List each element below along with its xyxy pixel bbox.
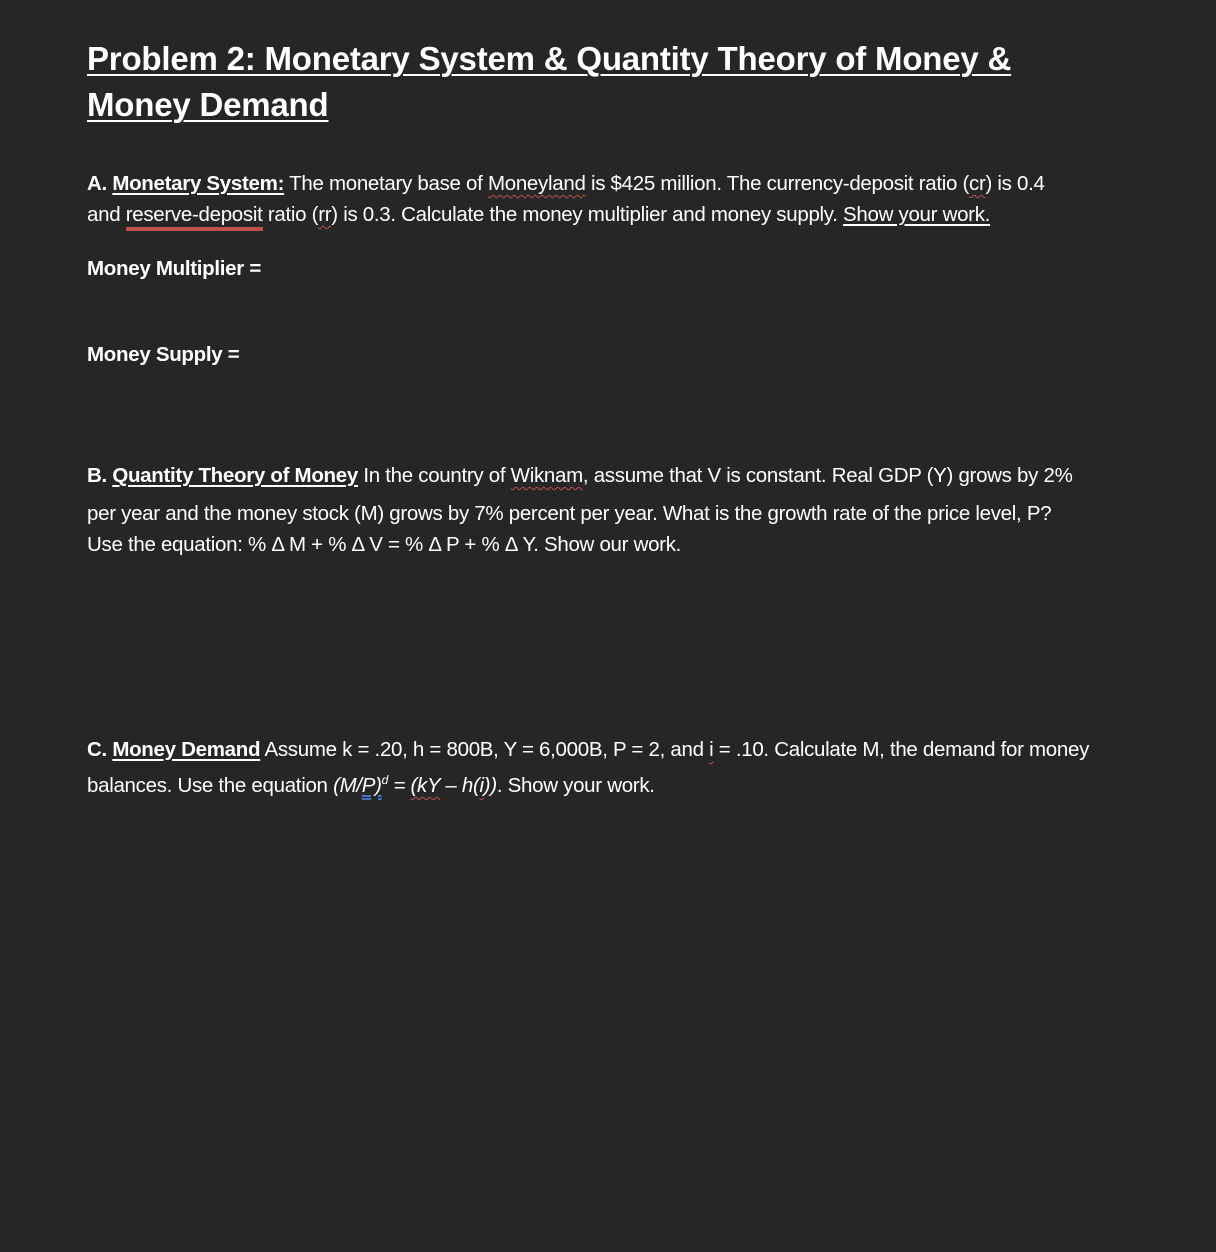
show-work-text: Show your work. xyxy=(843,203,991,226)
section-b-text-1: In the country of xyxy=(357,464,511,487)
money-multiplier-label: Money Multiplier = xyxy=(87,257,261,280)
equation-superscript-d: d xyxy=(381,773,389,787)
money-demand-equation xyxy=(333,774,497,797)
section-c-text-4: . Show your work. xyxy=(496,773,655,797)
title-line-1: Problem 2: Monetary System & Quantity Theory of Money & xyxy=(87,40,1012,77)
section-a-text-5: ratio ( xyxy=(262,203,319,226)
section-b-letter: B. xyxy=(87,464,107,487)
section-a-text-4: and xyxy=(87,203,126,226)
section-c-heading: Money Demand xyxy=(112,738,261,761)
section-b-text-2: , assume that V is constant. Real GDP (Y) grows by 2% xyxy=(582,464,1073,487)
section-c-paragraph xyxy=(87,734,1089,801)
rr-word: rr xyxy=(318,203,332,226)
money-supply-label: Money Supply = xyxy=(87,343,240,366)
section-b-line-1 xyxy=(87,460,1073,491)
wiknam-word: Wiknam xyxy=(510,464,583,487)
equation-part-2: = xyxy=(388,773,411,797)
section-c-letter: C. xyxy=(87,738,107,761)
section-b-heading: Quantity Theory of Money xyxy=(112,464,358,487)
section-b-line-2: per year and the money stock (M) grows by 7% percent per year. What is the growth rate of the price level, P? xyxy=(87,502,1052,525)
section-a-paragraph xyxy=(87,168,1045,230)
section-b-line-3: Use the equation: % Δ M + % Δ V = % Δ P + % Δ Y. Show our work. xyxy=(87,533,682,556)
section-a-text-3: ) is 0.4 xyxy=(985,172,1045,195)
section-c-text-1: Assume k = .20, h = 800B, Y = 6,000B, P = 2, and xyxy=(260,738,710,761)
section-a-heading: Monetary System: xyxy=(112,172,285,195)
equation-part-1: (M/ xyxy=(333,773,362,797)
section-b-paragraph xyxy=(87,460,1073,560)
equation-part-3: – h( xyxy=(440,773,480,797)
page-title xyxy=(87,36,1167,128)
i-variable: i xyxy=(709,738,714,761)
section-a-text-2: is $425 million. The currency-deposit ratio ( xyxy=(585,172,970,195)
title-line-2: Money Demand xyxy=(87,86,329,123)
section-c-text-2: = .10. Calculate M, the demand for money xyxy=(713,738,1090,761)
reserve-deposit-word: reserve-deposit xyxy=(126,203,263,231)
section-a-letter: A. xyxy=(87,172,107,195)
section-a-text-1: The monetary base of xyxy=(284,172,488,195)
cr-word: cr xyxy=(969,172,986,195)
section-c-text-3: balances. Use the equation xyxy=(87,773,334,797)
equation-p: P) xyxy=(361,773,382,797)
equation-part-4: )) xyxy=(483,773,497,797)
document-page xyxy=(87,36,1167,797)
section-a-text-6: ) is 0.3. Calculate the money multiplier and money supply. xyxy=(331,203,844,226)
equation-ky: (kY xyxy=(410,773,440,797)
moneyland-word: Moneyland xyxy=(487,172,586,195)
equation-i: i xyxy=(479,773,484,797)
